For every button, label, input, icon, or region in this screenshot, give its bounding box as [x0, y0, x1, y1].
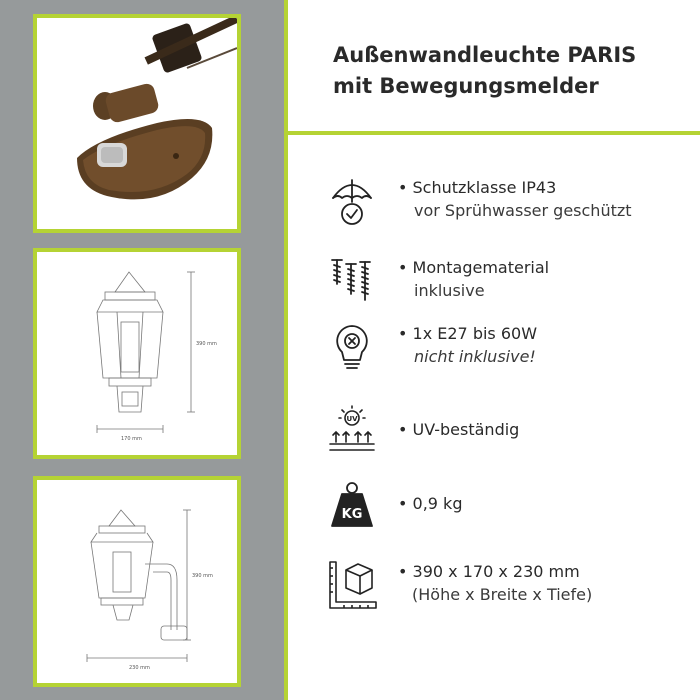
- title-line-2: mit Bewegungsmelder: [333, 74, 599, 98]
- screws-icon: [326, 256, 378, 308]
- page-title: [333, 40, 693, 102]
- accent-divider-horizontal: [284, 131, 700, 135]
- bulb-x-icon: [326, 322, 378, 374]
- feature-weight-main: • 0,9 kg: [398, 494, 463, 513]
- feature-bulb: [326, 322, 696, 382]
- feature-bulb-main: • 1x E27 bis 60W: [398, 324, 538, 343]
- uv-icon-label: UV: [346, 415, 358, 423]
- feature-uv-main: • UV-beständig: [398, 420, 520, 439]
- feature-dimensions: [326, 560, 696, 620]
- weight-kg-icon: [326, 478, 378, 530]
- side-drawing-frame: [33, 476, 241, 687]
- front-height-label: 390 mm: [196, 341, 217, 347]
- front-drawing-frame: [33, 248, 241, 459]
- feature-mounting: [326, 256, 696, 316]
- feature-ip-rating-main: • Schutzklasse IP43: [398, 178, 557, 197]
- side-height-label: 390 mm: [192, 573, 213, 579]
- uv-resistant-icon: [326, 404, 378, 456]
- feature-dimensions-main: • 390 x 170 x 230 mm: [398, 562, 580, 581]
- front-width-label: 170 mm: [121, 436, 142, 442]
- feature-mounting-sub: inklusive: [414, 281, 485, 300]
- front-dimension-drawing: [37, 252, 237, 455]
- side-dimension-drawing: [37, 480, 237, 683]
- kg-icon-label: KG: [341, 507, 363, 522]
- umbrella-check-icon: [326, 176, 378, 228]
- side-width-label: 230 mm: [129, 665, 150, 671]
- feature-weight: [326, 478, 696, 538]
- feature-ip-rating-sub: vor Sprühwasser geschützt: [414, 201, 632, 220]
- product-photo-frame: [33, 14, 241, 233]
- feature-ip-rating: [326, 176, 696, 236]
- lamp-detail-photo: [37, 18, 237, 229]
- dimensions-cube-icon: [326, 560, 378, 612]
- accent-divider-vertical: [284, 0, 288, 700]
- feature-uv: [326, 404, 696, 464]
- feature-bulb-sub: nicht inklusive!: [414, 347, 536, 366]
- title-line-1: Außenwandleuchte PARIS: [333, 43, 637, 67]
- feature-mounting-main: • Montagematerial: [398, 258, 550, 277]
- feature-dimensions-sub: (Höhe x Breite x Tiefe): [412, 585, 593, 604]
